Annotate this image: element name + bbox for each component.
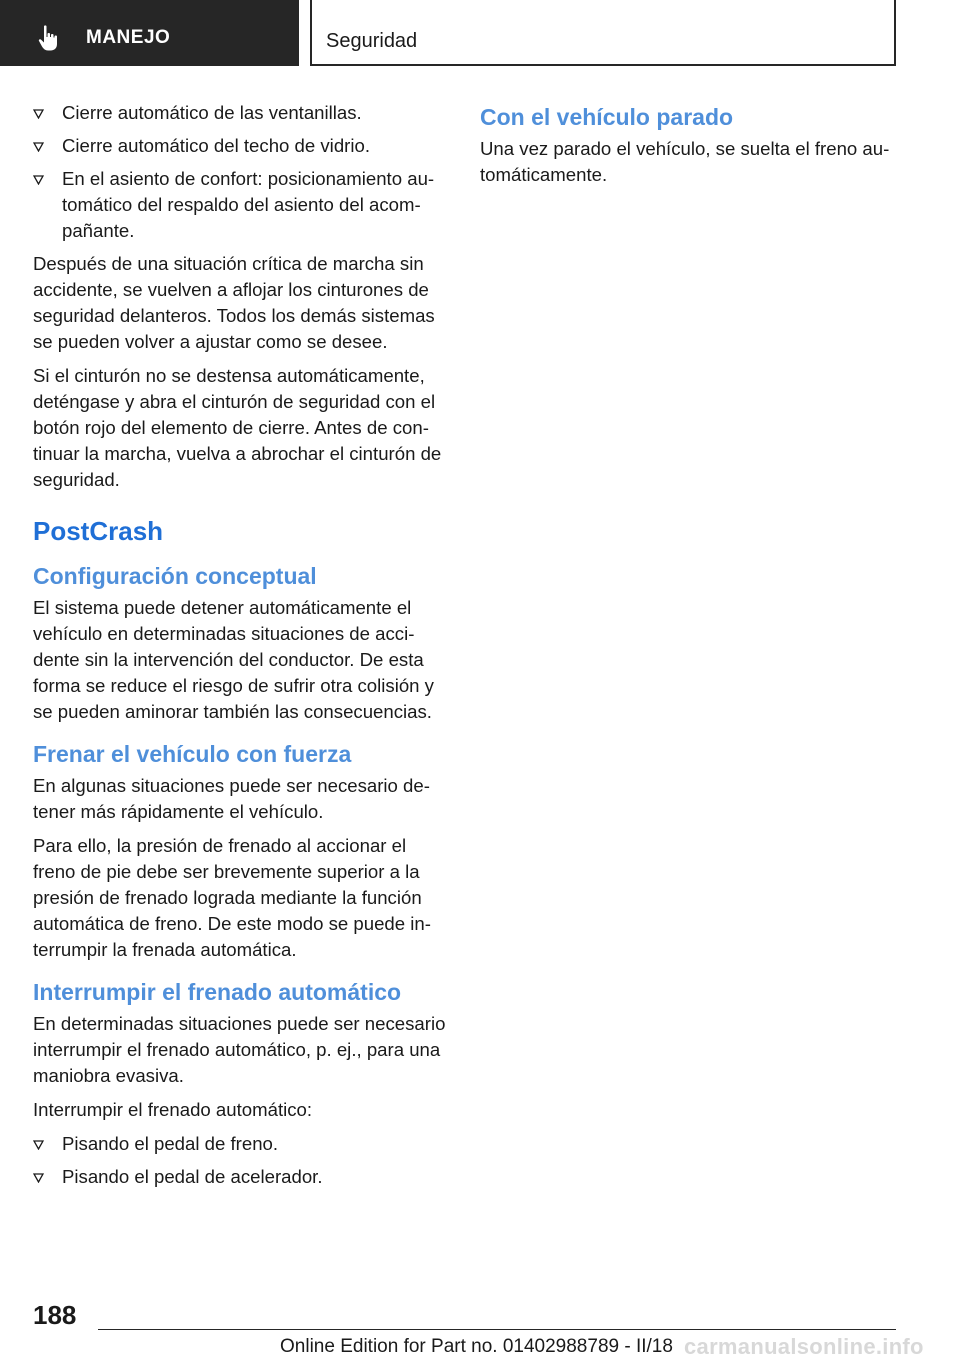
- heading-vehicle-stopped: Con el vehículo parado: [480, 104, 734, 130]
- watermark: carmanualsonline.info: [684, 1334, 924, 1359]
- list-item: Pisando el pedal de acelerador.: [33, 1164, 451, 1190]
- triangle-bullet-icon: [33, 175, 44, 185]
- list-item: Cierre automático de las ventanillas.: [33, 100, 451, 126]
- paragraph-belt-release: Después de una situación crítica de marcha sin accidente, se vuelven a aflojar los cinturones de seguridad delanteros. Todos los demás sistemas se pueden volver a ajustar como se desee.: [33, 253, 435, 352]
- left-column: [33, 100, 451, 1197]
- chapter-box: [310, 0, 896, 66]
- paragraph-vehicle-stopped: Una vez parado el vehículo, se suelta el freno automáticamente.: [480, 138, 890, 185]
- page-number: 188: [33, 1300, 77, 1330]
- section-tab: [0, 0, 299, 66]
- paragraph-belt-manual: Si el cinturón no se destensa automáticamente, deténgase y abra el cinturón de seguridad con el botón rojo del elemento de cierre. Antes de continuar la marcha, vuelva a abrochar el cinturón de seguridad.: [33, 365, 442, 490]
- heading-concept: Configuración conceptual: [33, 563, 317, 589]
- bullet-list-bottom: [33, 1131, 451, 1190]
- right-column: [480, 100, 900, 196]
- paragraph-concept: El sistema puede detener automáticamente el vehículo en determinadas situaciones de accidente sin la intervención del conductor. De esta forma se reduce el riesgo de sufrir otra colisión y se pueden aminorar también las consecuencias.: [33, 597, 434, 722]
- hand-pointer-icon: [38, 24, 64, 52]
- paragraph-brake-1: En algunas situaciones puede ser necesario detener más rápidamente el vehículo.: [33, 775, 430, 822]
- heading-brake-hard: Frenar el vehículo con fuerza: [33, 741, 352, 767]
- triangle-bullet-icon: [33, 142, 44, 152]
- section-label: MANEJO: [86, 27, 171, 48]
- chapter-label: Seguridad: [326, 30, 418, 52]
- list-item: En el asiento de confort: posicionamiento automático del respaldo del asiento del acompañante.: [33, 166, 451, 244]
- footer-divider: [98, 1329, 896, 1330]
- triangle-bullet-icon: [33, 109, 44, 119]
- paragraph-interrupt-2: Interrumpir el frenado automático:: [33, 1099, 313, 1120]
- bullet-list-top: [33, 100, 451, 244]
- edition-note: Online Edition for Part no. 01402988789 - II/18: [280, 1336, 673, 1357]
- list-item: Pisando el pedal de freno.: [33, 1131, 451, 1157]
- heading-interrupt: Interrumpir el frenado automático: [33, 979, 402, 1005]
- paragraph-brake-2: Para ello, la presión de frenado al accionar el freno de pie debe ser brevemente superior a la presión de frenado lograda mediante la función automática de freno. De este modo se puede interrumpir la frenada automática.: [33, 835, 431, 960]
- paragraph-interrupt-1: En determinadas situaciones puede ser necesario interrumpir el frenado automático, p. ej., para una maniobra evasiva.: [33, 1013, 446, 1086]
- triangle-bullet-icon: [33, 1173, 44, 1183]
- page-header: [0, 0, 960, 66]
- triangle-bullet-icon: [33, 1140, 44, 1150]
- heading-postcrash: PostCrash: [33, 516, 164, 546]
- list-item: Cierre automático del techo de vidrio.: [33, 133, 451, 159]
